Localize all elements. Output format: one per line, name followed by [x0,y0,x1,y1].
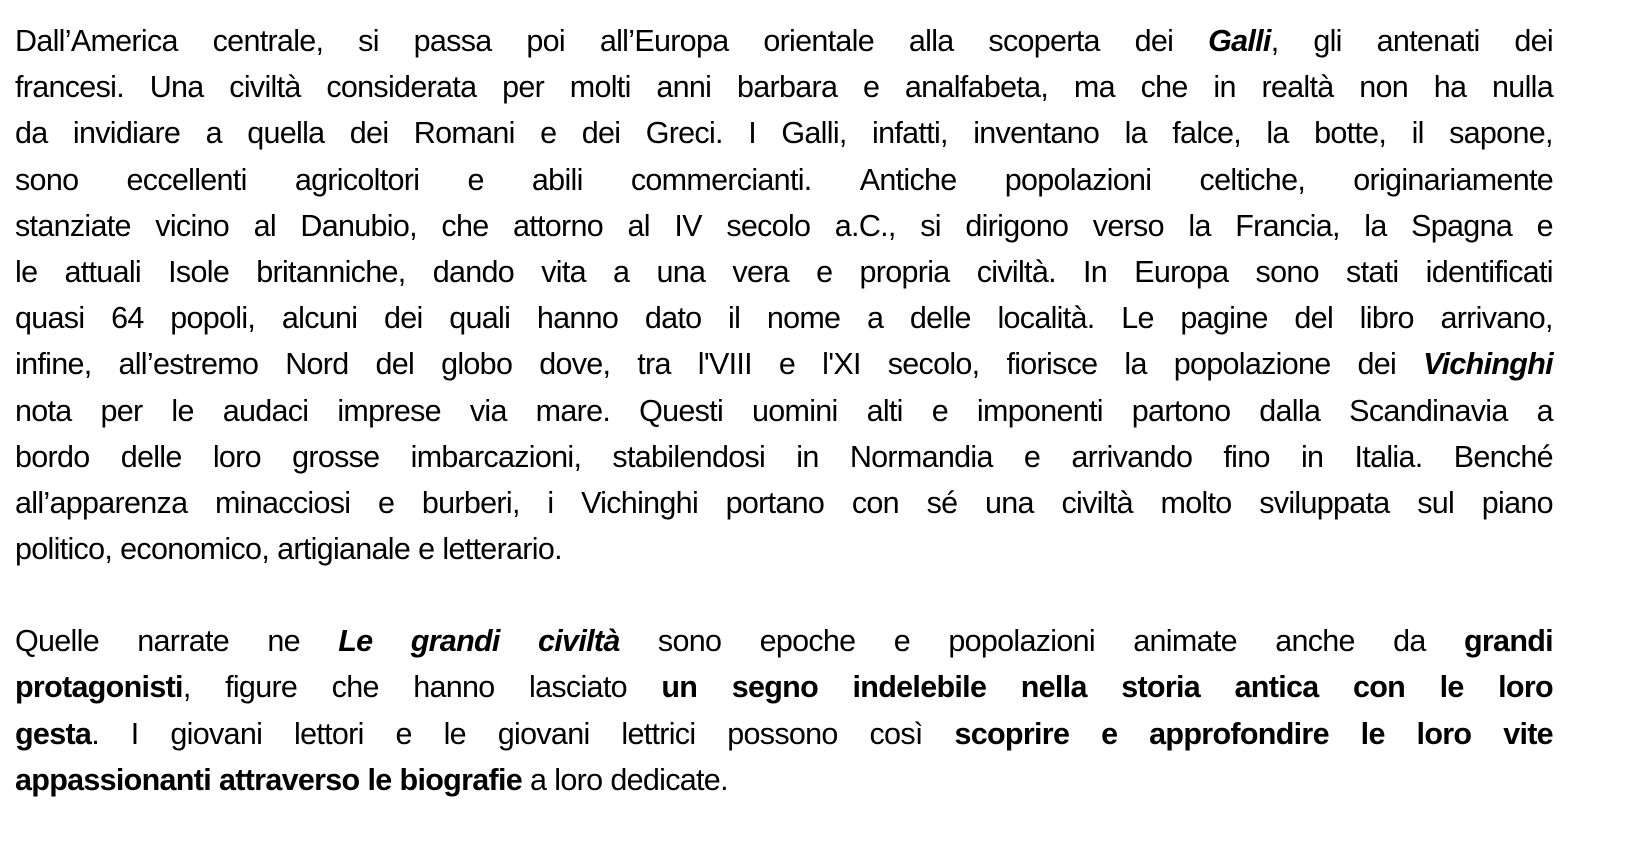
emphasized-word: appassionanti [15,762,211,797]
word: nota [15,393,72,428]
word: a [1536,393,1553,428]
word: ma [1073,70,1115,105]
word: Spagna [1411,208,1513,243]
word: popolazione [1173,347,1331,382]
word: ne [267,624,300,659]
word: burberi, [421,485,520,520]
word: e [931,393,948,428]
word: sapone, [1449,116,1553,151]
word: commercianti. [630,162,812,197]
word: dei [581,116,621,151]
word: si [358,24,379,58]
word: I [748,116,756,151]
word: a [530,762,547,797]
word: e [778,347,796,382]
word: Greci. [645,116,723,151]
word: ha [1433,70,1467,105]
word: botte, [1314,116,1387,151]
emphasized-word: le [1360,716,1385,751]
word: al [627,208,650,243]
word: l'XI [822,347,861,382]
word: gli [1313,24,1342,58]
word: vita [541,254,586,289]
emphasized-word: gesta. [15,716,99,751]
word: nome [766,301,841,336]
word: i [547,485,554,520]
word: sviluppata [1259,485,1390,520]
word: tra [637,347,671,382]
word: celtiche, [1199,162,1306,197]
text-line [15,711,1553,757]
word: la [1364,208,1387,243]
word: orientale [763,24,875,58]
word: dei [349,116,389,151]
word: e [862,70,880,105]
word: scoperta [988,24,1100,58]
text-line [15,249,1553,295]
text-line [15,295,1553,341]
word: epoche [759,624,856,659]
emphasized-word: attraverso [218,762,360,797]
word: politico, [15,532,113,567]
word: secolo, [887,347,980,382]
word: la [1266,116,1289,151]
emphasized-word: civiltà [538,624,620,659]
word: hanno [536,301,619,336]
word: imponenti [976,393,1103,428]
word: poi [526,24,565,58]
word: lettori [294,716,364,751]
word: attorno [512,208,604,243]
word: sono [15,162,79,197]
word: sul [1417,485,1455,520]
word: e [816,254,833,289]
word: via [469,393,507,428]
word: alla [908,24,954,58]
word: il [1411,116,1424,151]
word: dei [384,301,423,336]
word: popolazioni [948,624,1095,659]
word: da [15,116,48,151]
word: sé [926,485,958,520]
word: la [1124,347,1147,382]
word: hanno [413,670,495,705]
word: partono [1131,393,1231,428]
emphasized-word: loro [1498,670,1553,705]
word: mare. [535,393,611,428]
word: e [1536,208,1553,243]
word: attuali [64,254,141,289]
emphasized-word: un [661,670,698,705]
word: al [253,208,276,243]
word: invidiare [72,116,181,151]
word: I [130,716,139,751]
word: civiltà [229,70,301,105]
word: Quelle [15,624,99,659]
word: l'VIII [697,347,752,382]
text-line [15,157,1553,203]
emphasized-word: indelebile [852,670,987,705]
word: fino [1223,439,1270,474]
emphasized-word: loro [1416,716,1472,751]
word: Europa [1134,254,1229,289]
word: così [869,716,923,751]
word: all’estremo [118,347,259,382]
word: Danubio, [300,208,417,243]
emphasized-word: storia [1121,670,1201,705]
word: dato [644,301,702,336]
word: artigianale [277,532,411,567]
word: alti [866,393,903,428]
word: in [1213,70,1236,105]
word: vicino [155,208,230,243]
word: portano [725,485,825,520]
word: 64 [111,301,144,336]
word: abili [531,162,583,197]
text-line [15,110,1553,156]
emphasized-word: Le [338,624,373,659]
word: falce, [1172,116,1241,151]
word: dirigono [965,208,1069,243]
word: bordo [15,439,90,474]
word: quali [449,301,511,336]
word: antenati [1376,24,1480,58]
word: Romani [413,116,515,151]
word: narrate [137,624,230,659]
word: giovani [170,716,263,751]
emphasized-word: approfondire [1149,716,1329,751]
word: grosse [292,439,380,474]
word: considerata [326,70,477,105]
word: fiorisce [1006,347,1098,382]
word: eccellenti [126,162,247,197]
emphasized-word: antica [1234,670,1319,705]
word: propria [859,254,950,289]
paragraph-civilizations [15,18,1553,572]
word: e [395,716,412,751]
word: passa [413,24,492,58]
word: globo [441,347,513,382]
word: alcuni [281,301,358,336]
emphasized-word: con [1352,670,1406,705]
text-line [15,434,1553,480]
word: loro [212,439,261,474]
word: Normandia [849,439,993,474]
word: si [920,208,941,243]
text-line [15,480,1553,526]
word: le [171,393,194,428]
word: letterario. [442,532,562,567]
document-page [15,18,1553,803]
word: lasciato [529,670,627,705]
word: che [441,208,489,243]
word: quasi [15,301,85,336]
word: a [866,301,884,336]
word: imbarcazioni, [410,439,582,474]
word: centrale, [212,24,324,58]
word: con [851,485,899,520]
word: analfabeta, [904,70,1049,105]
word: piano [1481,485,1553,520]
word: Antiche [859,162,957,197]
word: anni [656,70,712,105]
word: molto [1160,485,1232,520]
word: secolo [726,208,811,243]
word: sono [657,624,722,659]
word: molti [569,70,631,105]
word: dedicate. [610,762,728,797]
word: che [1140,70,1188,105]
word: località. [997,301,1095,336]
word: le [15,254,38,289]
word: la [1124,116,1147,151]
text-line [15,388,1553,434]
word: le [443,716,466,751]
word: dove, [539,347,611,382]
word: per [502,70,545,105]
word: civiltà [1061,485,1133,520]
text-line [15,526,1553,572]
word: e [540,116,557,151]
word: infatti, [872,116,948,151]
word: economico, [120,532,270,567]
word: arrivano, [1440,301,1553,336]
word: delle [909,301,971,336]
word: pagine [1180,301,1268,336]
word: Italia. [1354,439,1423,474]
emphasized-word: Galli, [1208,24,1279,58]
text-line [15,64,1553,110]
word: Galli, [781,116,847,151]
emphasized-word: le [367,762,392,797]
word: la [1188,208,1211,243]
word: a [613,254,630,289]
word: dei [1134,24,1174,58]
paragraph-spacer [15,572,1553,618]
word: quella [247,116,325,151]
word: libro [1359,301,1414,336]
word: verso [1092,208,1164,243]
word: e [1023,439,1041,474]
word: del [1294,301,1334,336]
word: Francia, [1235,208,1340,243]
text-line [15,757,1553,803]
word: stabilendosi [612,439,766,474]
word: nulla [1492,70,1553,105]
word: possono [727,716,838,751]
word: Isole [168,254,230,289]
emphasized-word: vite [1503,716,1553,751]
word: Una [149,70,204,105]
emphasized-word: biografie [399,762,523,797]
word: Le [1121,301,1154,336]
emphasized-word: le [1439,670,1464,705]
word: anche [1275,624,1355,659]
word: una [985,485,1034,520]
word: stanziate [15,208,131,243]
word: Benché [1453,439,1553,474]
word: In [1083,254,1108,289]
emphasized-word: e [1101,716,1118,751]
word: Dall’America [15,24,178,58]
word: francesi. [15,70,124,105]
text-line [15,203,1553,249]
word: arrivando [1071,439,1193,474]
word: del [375,347,415,382]
word: dei [1514,24,1553,58]
word: giovani [497,716,590,751]
word: Vichinghi [581,485,699,520]
emphasized-word: nella [1020,670,1087,705]
word: per [100,393,143,428]
word: dando [432,254,515,289]
word: che [331,670,379,705]
word: barbara [736,70,838,105]
text-line [15,18,1553,64]
word: in [1300,439,1324,474]
emphasized-word: grandi [410,624,500,659]
word: realtà [1261,70,1334,105]
emphasized-word: Vichinghi [1423,347,1553,382]
word: civiltà. [976,254,1056,289]
text-line [15,664,1553,710]
word: popoli, [170,301,256,336]
emphasized-word: grandi [1463,624,1553,659]
text-line [15,341,1553,387]
word: infine, [15,347,92,382]
word: il [728,301,741,336]
word: stati [1346,254,1399,289]
word: all’apparenza [15,485,188,520]
word: loro [554,762,603,797]
word: Scandinavia [1349,393,1508,428]
emphasized-word: segno [731,670,819,705]
paragraph-protagonists [15,618,1553,803]
word: identificati [1425,254,1553,289]
text-line [15,618,1553,664]
word: Questi [639,393,724,428]
word: sono [1255,254,1319,289]
word: una [656,254,706,289]
word: vera [732,254,789,289]
word: e [467,162,484,197]
word: lettrici [621,716,696,751]
word: originariamente [1353,162,1553,197]
word: popolazioni [1004,162,1152,197]
word: a [205,116,222,151]
word: da [1393,624,1426,659]
word: dalla [1259,393,1321,428]
word: a.C., [834,208,896,243]
word: non [1359,70,1409,105]
word: e [893,624,911,659]
word: uomini [751,393,838,428]
word: agricoltori [294,162,420,197]
word: all’Europa [599,24,729,58]
word: e [418,532,435,567]
word: delle [120,439,182,474]
emphasized-word: scoprire [954,716,1070,751]
word: in [796,439,819,474]
word: inventano [973,116,1100,151]
word: Nord [285,347,349,382]
word: britanniche, [256,254,406,289]
word: imprese [337,393,441,428]
word: audaci [222,393,309,428]
emphasized-word: protagonisti, [15,670,191,705]
word: IV [674,208,702,243]
word: dei [1357,347,1397,382]
word: minacciosi [214,485,351,520]
word: animate [1133,624,1237,659]
word: e [378,485,395,520]
word: figure [225,670,298,705]
